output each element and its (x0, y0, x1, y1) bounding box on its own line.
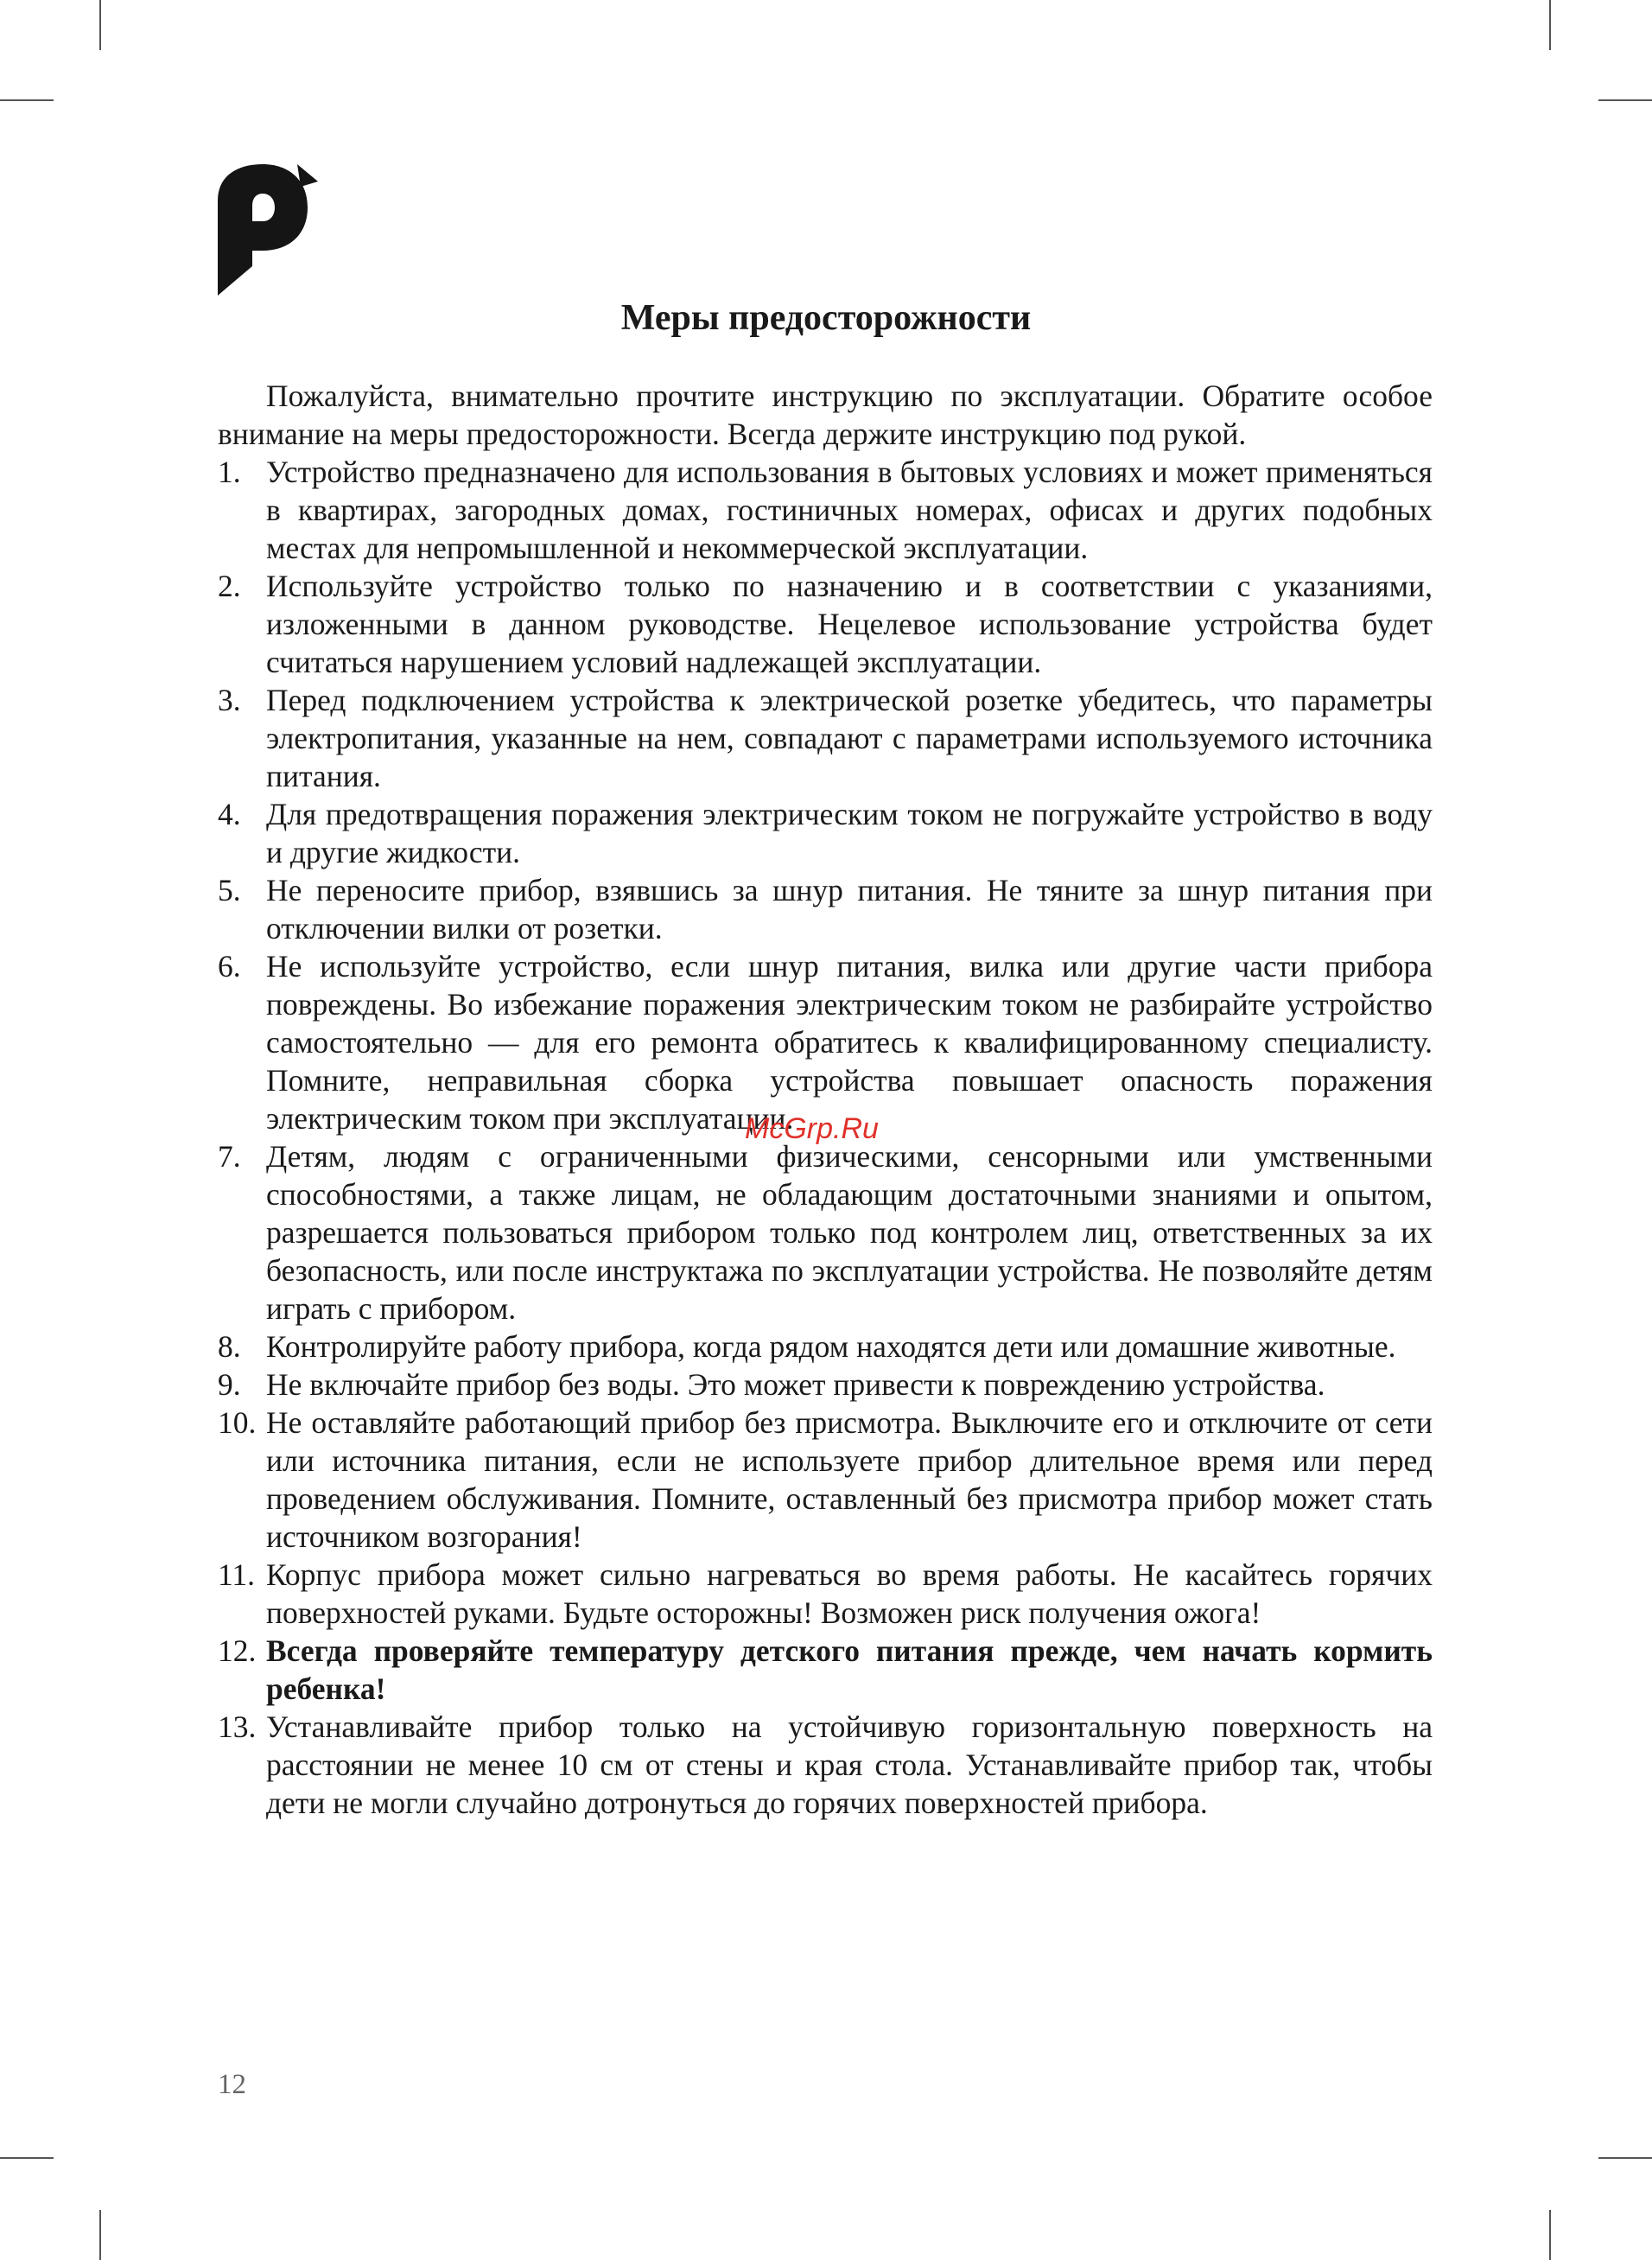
item-number: 4. (218, 797, 241, 831)
list-item (218, 681, 1433, 795)
crop-mark-left-top (0, 99, 54, 101)
item-number: 10. (218, 1405, 257, 1440)
item-number: 6. (218, 949, 241, 984)
list-item (218, 871, 1433, 947)
watermark: McGrp.Ru (745, 1112, 879, 1145)
crop-mark-right-top (1598, 99, 1652, 101)
item-text: Детям, людям с ограниченными физическими, сенсорными или умственными способностями, а также лицам, не обладающим достаточными знаниями и опытом, разрешается пользоваться прибором только под контролем лиц, ответственных за их безопасность, или после инструктажа по эксплуатации устройства. Не позволяйте детям играть с прибором. (266, 1139, 1433, 1326)
item-number: 1. (218, 455, 241, 489)
list-item (218, 1366, 1433, 1404)
item-number: 9. (218, 1367, 241, 1402)
item-text: Перед подключением устройства к электрической розетке убедитесь, что параметры электропитания, указанные на нем, совпадают с параметрами используемого источника питания. (266, 683, 1433, 793)
item-text: Не используйте устройство, если шнур питания, вилка или другие части прибора повреждены. Во избежание поражения электрическим током не разбирайте устройство самостоятельно — для его ремонта обратитесь к квалифицированному специалисту. Помните, неправильная сборка устройства повышает опасность поражения электрическим током при эксплуатации. (266, 949, 1433, 1136)
brand-logo-icon (218, 164, 318, 296)
intro-paragraph: Пожалуйста, внимательно прочтите инструкцию по эксплуатации. Обратите особое внимание на меры предосторожности. Всегда держите инструкцию под рукой. (218, 379, 1433, 451)
crop-mark-bottom-right (1549, 2210, 1551, 2260)
list-item (218, 567, 1433, 681)
item-number: 8. (218, 1329, 241, 1364)
item-text: Корпус прибора может сильно нагреваться во время работы. Не касайтесь горячих поверхностей руками. Будьте осторожны! Возможен риск получения ожога! (266, 1557, 1433, 1630)
page-title: Меры предосторожности (620, 298, 1032, 338)
item-number: 5. (218, 873, 241, 907)
page-number: 12 (218, 2069, 246, 2100)
list-item (218, 1708, 1433, 1822)
list-item (218, 1556, 1433, 1632)
item-number: 2. (218, 569, 241, 603)
crop-mark-top-left (99, 0, 101, 50)
item-number: 7. (218, 1139, 241, 1174)
item-number: 12. (218, 1633, 257, 1668)
item-text: Не переносите прибор, взявшись за шнур питания. Не тяните за шнур питания при отключении вилки от розетки. (266, 873, 1433, 945)
item-number: 11. (218, 1557, 256, 1592)
list-item (218, 1137, 1433, 1327)
crop-mark-top-right (1549, 0, 1551, 50)
document-body (218, 377, 1433, 1822)
list-item (218, 1327, 1433, 1366)
item-text: Контролируйте работу прибора, когда рядом находятся дети или домашние животные. (266, 1329, 1396, 1364)
item-number: 13. (218, 1709, 257, 1744)
item-text: Устанавливайте прибор только на устойчивую горизонтальную поверхность на расстоянии не менее 10 см от стены и края стола. Устанавливайте прибор так, чтобы дети не могли случайно дотронуться до горячих поверхностей прибора. (266, 1709, 1433, 1820)
list-item (218, 453, 1433, 567)
list-item (218, 1404, 1433, 1556)
item-number: 3. (218, 683, 241, 717)
list-item-warning (218, 1632, 1433, 1708)
crop-mark-right-bottom (1598, 2157, 1652, 2159)
crop-mark-left-bottom (0, 2157, 54, 2159)
crop-mark-bottom-left (99, 2210, 101, 2260)
list-item (218, 947, 1433, 1137)
item-text: Устройство предназначено для использования в бытовых условиях и может применяться в квартирах, загородных домах, гостиничных номерах, офисах и других подобных местах для непромышленной и некоммерческой эксплуатации. (266, 455, 1433, 565)
list-item (218, 795, 1433, 871)
item-text: Используйте устройство только по назначению и в соответствии с указаниями, изложенными в данном руководстве. Нецелевое использование устройства будет считаться нарушением условий надлежащей эксплуатации. (266, 569, 1433, 679)
item-text: Всегда проверяйте температуру детского питания прежде, чем начать кормить ребенка! (266, 1633, 1433, 1706)
item-text: Не включайте прибор без воды. Это может привести к повреждению устройства. (266, 1367, 1325, 1402)
item-text: Для предотвращения поражения электрическим током не погружайте устройство в воду и другие жидкости. (266, 797, 1433, 869)
item-text: Не оставляйте работающий прибор без присмотра. Выключите его и отключите от сети или источника питания, если не используете прибор длительное время или перед проведением обслуживания. Помните, оставленный без присмотра прибор может стать источником возгорания! (266, 1405, 1433, 1554)
